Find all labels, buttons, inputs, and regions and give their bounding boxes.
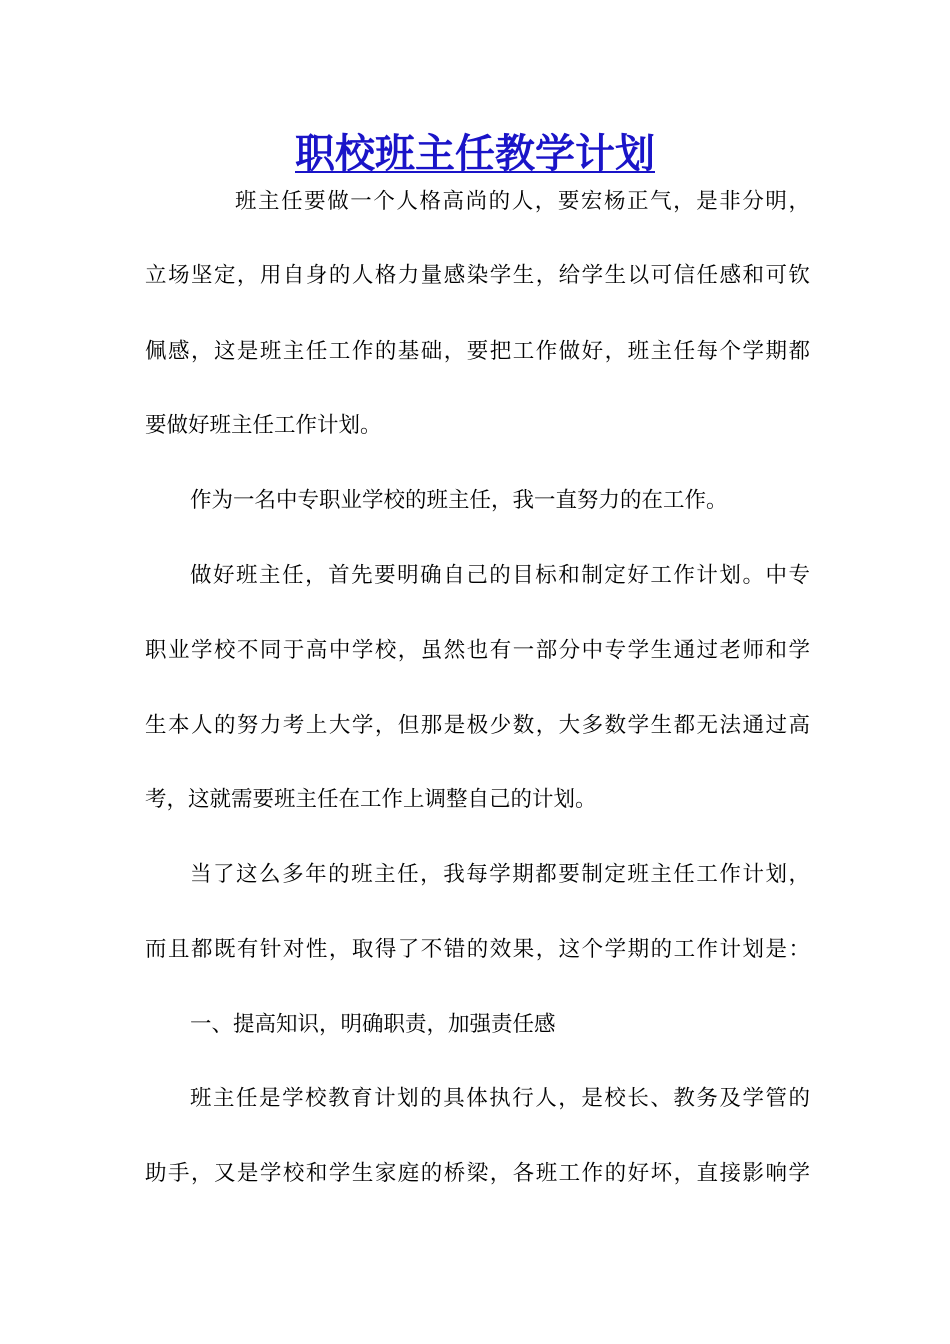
paragraph-line: 做好班主任，首先要明确自己的目标和制定好工作计划。中专 xyxy=(190,563,810,588)
document-title: 职校班主任教学计划 xyxy=(295,131,655,177)
paragraph-line: 而且都既有针对性，取得了不错的效果，这个学期的工作计划是： xyxy=(145,937,810,962)
paragraph-line: 助手，又是学校和学生家庭的桥梁，各班工作的好坏，直接影响学 xyxy=(145,1161,810,1186)
paragraph-line: 职业学校不同于高中学校，虽然也有一部分中专学生通过老师和学 xyxy=(145,638,810,663)
paragraph-line: 要做好班主任工作计划。 xyxy=(145,413,382,438)
paragraph-line: 当了这么多年的班主任，我每学期都要制定班主任工作计划， xyxy=(190,862,810,887)
paragraph-line: 班主任是学校教育计划的具体执行人，是校长、教务及学管的 xyxy=(190,1086,810,1111)
section-heading: 一、提高知识，明确职责，加强责任感 xyxy=(190,1012,556,1037)
paragraph-line: 班主任要做一个人格高尚的人，要宏杨正气，是非分明， xyxy=(235,189,810,214)
paragraph-line: 生本人的努力考上大学，但那是极少数，大多数学生都无法通过高 xyxy=(145,713,810,738)
paragraph-line: 佩感，这是班主任工作的基础，要把工作做好，班主任每个学期都 xyxy=(145,339,810,364)
paragraph-line: 考，这就需要班主任在工作上调整自己的计划。 xyxy=(145,787,597,812)
paragraph-line: 作为一名中专职业学校的班主任，我一直努力的在工作。 xyxy=(190,488,728,513)
paragraph-line: 立场坚定，用自身的人格力量感染学生，给学生以可信任感和可钦 xyxy=(145,263,810,288)
